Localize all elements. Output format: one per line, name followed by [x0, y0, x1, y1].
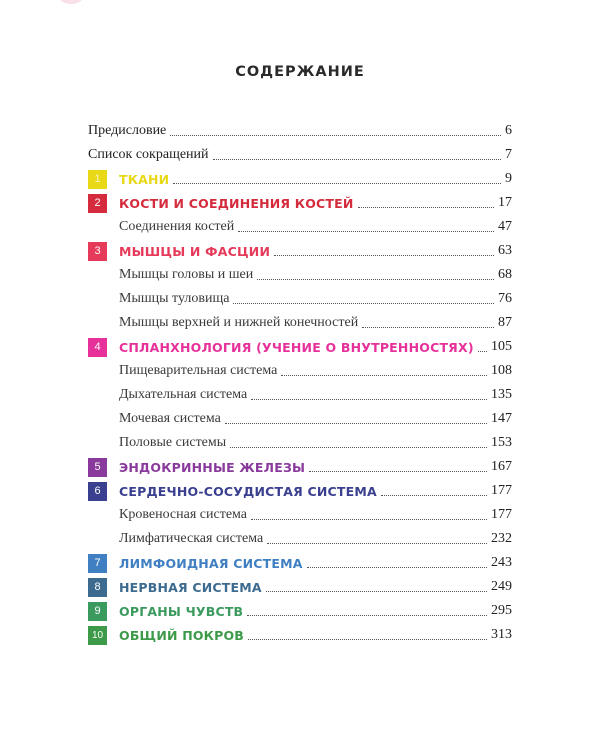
- chapter-number-badge: 9: [88, 602, 107, 621]
- chapter-number-badge: 7: [88, 554, 107, 573]
- page-number: 153: [491, 435, 512, 450]
- chapter-title: ЛИМФОИДНАЯ СИСТЕМА: [119, 555, 303, 571]
- toc-chapter-row[interactable]: [88, 455, 512, 479]
- chapter-title: КОСТИ И СОЕДИНЕНИЯ КОСТЕЙ: [119, 195, 354, 211]
- entry-title: Мышцы туловища: [119, 291, 230, 306]
- page-number: 313: [491, 627, 512, 642]
- corner-decoration: [58, 0, 84, 4]
- entry-title: Половые системы: [119, 435, 227, 450]
- chapter-number-badge: 1: [88, 170, 107, 189]
- entry-title: Кровеносная система: [119, 507, 248, 522]
- chapter-number-badge: 8: [88, 578, 107, 597]
- toc-subsection-row[interactable]: [88, 359, 512, 383]
- dot-leader: [230, 447, 487, 448]
- chapter-number-badge: 5: [88, 458, 107, 477]
- dot-leader: [213, 159, 501, 160]
- dot-leader: [225, 423, 487, 424]
- toc-chapter-row[interactable]: [88, 551, 512, 575]
- toc-chapter-row[interactable]: [88, 167, 512, 191]
- dot-leader: [362, 327, 494, 328]
- page-number: 295: [491, 603, 512, 618]
- toc-chapter-row[interactable]: [88, 599, 512, 623]
- entry-title: Пищеварительная система: [119, 363, 278, 378]
- toc-chapter-row[interactable]: [88, 335, 512, 359]
- dot-leader: [251, 519, 487, 520]
- page-number: 9: [505, 171, 512, 186]
- dot-leader: [248, 639, 487, 640]
- page-number: 135: [491, 387, 512, 402]
- dot-leader: [309, 471, 487, 472]
- dot-leader: [173, 183, 501, 184]
- dot-leader: [281, 375, 487, 376]
- page-number: 47: [498, 219, 512, 234]
- page-number: 63: [498, 243, 512, 258]
- toc-chapter-row[interactable]: [88, 191, 512, 215]
- page-number: 17: [498, 195, 512, 210]
- dot-leader: [238, 231, 494, 232]
- entry-title: Мочевая система: [119, 411, 221, 426]
- entry-title: Лимфатическая система: [119, 531, 264, 546]
- chapter-title: СЕРДЕЧНО-СОСУДИСТАЯ СИСТЕМА: [119, 483, 377, 499]
- entry-title: Соединения костей: [119, 219, 235, 234]
- page-number: 105: [491, 339, 512, 354]
- chapter-number-badge: 6: [88, 482, 107, 501]
- entry-title: Дыхательная система: [119, 387, 248, 402]
- chapter-number-badge: 3: [88, 242, 107, 261]
- toc-row[interactable]: [88, 119, 512, 143]
- page-number: 7: [505, 147, 512, 162]
- toc-chapter-row[interactable]: [88, 575, 512, 599]
- dot-leader: [267, 543, 487, 544]
- chapter-title: ТКАНИ: [119, 171, 170, 187]
- dot-leader: [251, 399, 487, 400]
- page-number: 68: [498, 267, 512, 282]
- toc-subsection-row[interactable]: [88, 527, 512, 551]
- dot-leader: [478, 351, 487, 352]
- page-number: 6: [505, 123, 512, 138]
- toc-chapter-row[interactable]: [88, 239, 512, 263]
- toc-subsection-row[interactable]: [88, 263, 512, 287]
- chapter-number-badge: 4: [88, 338, 107, 357]
- toc-subsection-row[interactable]: [88, 287, 512, 311]
- chapter-title: НЕРВНАЯ СИСТЕМА: [119, 579, 262, 595]
- toc-subsection-row[interactable]: [88, 311, 512, 335]
- dot-leader: [381, 495, 487, 496]
- dot-leader: [307, 567, 487, 568]
- page-title: СОДЕРЖАНИЕ: [235, 64, 365, 80]
- page-number: 249: [491, 579, 512, 594]
- page-number: 147: [491, 411, 512, 426]
- dot-leader: [274, 255, 494, 256]
- dot-leader: [257, 279, 494, 280]
- chapter-title: МЫШЦЫ И ФАСЦИИ: [119, 243, 271, 259]
- entry-title: Предисловие: [88, 123, 167, 138]
- toc-subsection-row[interactable]: [88, 215, 512, 239]
- page-number: 243: [491, 555, 512, 570]
- toc-row[interactable]: [88, 143, 512, 167]
- page-number: 87: [498, 315, 512, 330]
- toc-subsection-row[interactable]: [88, 407, 512, 431]
- toc-chapter-row[interactable]: [88, 623, 512, 647]
- page-number: 177: [491, 507, 512, 522]
- chapter-number-badge: 2: [88, 194, 107, 213]
- dot-leader: [233, 303, 494, 304]
- toc-chapter-row[interactable]: [88, 479, 512, 503]
- dot-leader: [170, 135, 501, 136]
- dot-leader: [358, 207, 494, 208]
- page-number: 232: [491, 531, 512, 546]
- chapter-title: ЭНДОКРИННЫЕ ЖЕЛЕЗЫ: [119, 459, 306, 475]
- page-number: 76: [498, 291, 512, 306]
- entry-title: Список сокращений: [88, 147, 209, 162]
- chapter-title: ОРГАНЫ ЧУВСТВ: [119, 603, 244, 619]
- dot-leader: [247, 615, 487, 616]
- toc-subsection-row[interactable]: [88, 431, 512, 455]
- chapter-title: СПЛАНХНОЛОГИЯ (УЧЕНИЕ О ВНУТРЕННОСТЯХ): [119, 339, 474, 355]
- chapter-title: ОБЩИЙ ПОКРОВ: [119, 627, 245, 643]
- dot-leader: [266, 591, 487, 592]
- toc-subsection-row[interactable]: [88, 503, 512, 527]
- entry-title: Мышцы головы и шеи: [119, 267, 254, 282]
- toc-subsection-row[interactable]: [88, 383, 512, 407]
- chapter-number-badge: 10: [88, 626, 107, 645]
- page-number: 177: [491, 483, 512, 498]
- page-number: 167: [491, 459, 512, 474]
- table-of-contents: [88, 119, 512, 647]
- entry-title: Мышцы верхней и нижней конечностей: [119, 315, 359, 330]
- page-number: 108: [491, 363, 512, 378]
